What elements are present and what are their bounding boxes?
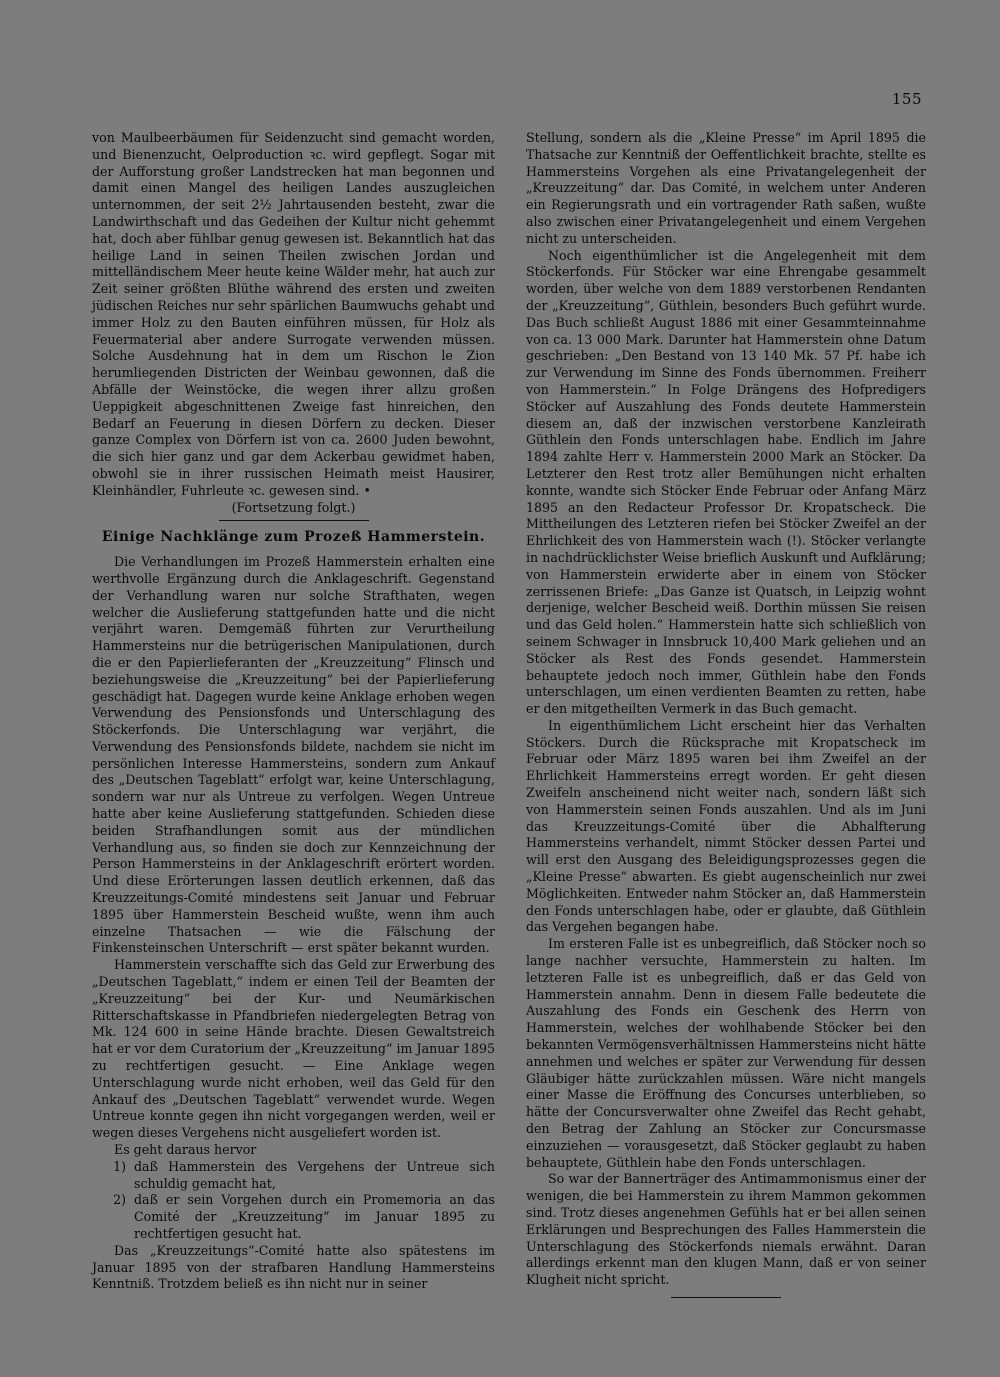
body-paragraph: Es geht daraus hervor bbox=[114, 1142, 257, 1158]
list-item bbox=[92, 1159, 495, 1193]
continued-note: (Fortsetzung folgt.) bbox=[231, 499, 356, 515]
list-item bbox=[92, 1192, 495, 1242]
list-item-number: 1) bbox=[113, 1158, 126, 1174]
body-paragraph: Im ersteren Falle ist es unbegreiflich, daß Stöcker noch so lange nachher versuchte, Hammerstein zu halten. Im letzteren Falle ist es unbegreiflich, daß er das Geld von Hammerstein annahm. Denn in diesem Falle bedeutete die Auszahlung des Fonds ein Geschenk des Herrn von Hammerstein, welches der wohlhabende Stöcker bei den bekannten Vermögensverhältnissen Hammersteins nicht hätte annehmen und welches er später zur Verwendung für dessen Gläubiger hätte zurückzahlen müssen. Wäre nicht mangels einer Masse die Eröffnung des Concurses unterblieben, so hätte der Concursverwalter ohne Zweifel das Recht gehabt, den Betrag der Zahlung an Stöcker zur Concursmasse einzuziehen — vorausgesetzt, daß Stöcker geglaubt zu haben behauptete, Güthlein habe den Fonds unterschlagen. bbox=[526, 936, 926, 1170]
right-column bbox=[526, 130, 926, 1298]
body-paragraph: Noch eigenthümlicher ist die Angelegenheit mit dem Stöckerfonds. Für Stöcker war eine Ehrengabe gesammelt worden, über welche von dem 1889 verstorbenen Rendanten der „Kreuzzeitung“, Güthlein, besonders Buch geführt wurde. Das Buch schließt August 1886 mit einer Gesammteinnahme von ca. 13 000 Mark. Darunter hat Hammerstein ohne Datum geschrieben: „Den Bestand von 13 140 Mk. 57 Pf. habe ich zur Verwendung im Sinne des Fonds übernommen. Freiherr von Hammerstein.“ In Folge Drängens des Hofpredigers Stöcker auf Auszahlung des Fonds deutete Hammerstein diesem an, daß der inzwischen verstorbene Kanzleirath Güthlein den Fonds unterschlagen habe. Endlich im Jahre 1894 zahlte Herr v. Hammerstein 2000 Mark an Stöcker. Da Letzterer den Rest trotz aller Bemühungen nicht erhalten konnte, wandte sich Stöcker Ende Februar oder Anfang März 1895 an den Redacteur Professor Dr. Kropatscheck. Die Mittheilungen des Letzteren riefen bei Stöcker Zweifel an der Ehrlichkeit des von Hammerstein wach (!). Stöcker verlangte in nachdrücklichster Weise brieflich Auskunft und Aufklärung; von Hammerstein erwiderte aber in einem von Stöcker zerrissenen Briefe: „Das Ganze ist Quatsch, in Leipzig wohnt derjenige, welcher Bescheid weiß. Dorthin müssen Sie reisen und das Geld holen.“ Hammerstein hatte sich schließlich von seinem Schwager in Innsbruck 10,400 Mark geliehen und an Stöcker als Rest des Fonds gesendet. Hammerstein behauptete jedoch noch immer, Güthlein habe den Fonds unterschlagen, um einen verdienten Beamten zu retten, habe er den mitgetheilten Vermerk in das Buch gemacht. bbox=[526, 247, 926, 717]
list-item-text: daß er sein Vorgehen durch ein Promemoria an das Comité der „Kreuzzeitung“ im Januar 1895 zu rechtfertigen gesucht hat. bbox=[134, 1192, 495, 1241]
body-paragraph: Das „Kreuzzeitungs“-Comité hatte also spätestens im Januar 1895 von der strafbaren Handlung Hammersteins Kenntniß. Trotzdem beließ es ihn nicht nur in seiner bbox=[92, 1242, 495, 1292]
article-title: Einige Nachklänge zum Prozeß Hammerstein. bbox=[101, 529, 486, 546]
section-divider bbox=[219, 520, 369, 521]
left-column bbox=[92, 130, 495, 1293]
body-paragraph: Stellung, sondern als die „Kleine Presse“ im April 1895 die Thatsache zur Kenntniß der Oeffentlichkeit brachte, stellte es Hammersteins Vorgehen als eine Privatangelegenheit der „Kreuzzeitung“ dar. Das Comité, in welchem unter Anderen ein Regierungsrath und ein vortragender Rath saßen, wußte also zwischen einer Privatangelegenheit und einem Vergehen nicht zu unterscheiden. bbox=[526, 130, 926, 246]
numbered-list bbox=[92, 1159, 495, 1243]
body-paragraph: von Maulbeerbäumen für Seidenzucht sind gemacht worden, und Bienenzucht, Oelproduction ꝛc. wird gepflegt. Sogar mit der Aufforstung großer Landstrecken hat man begonnen und damit einen Mangel des heiligen Landes auszugleichen unternommen, der seit 2½ Jahrtausenden besteht, zwar die Landwirthschaft und das Gedeihen der Kultur nicht gehemmt hat, doch aber fühlbar genug gewesen ist. Bekanntlich hat das heilige Land in seinen Theilen zwischen Jordan und mittelländischem Meer heute keine Wälder mehr, hat auch zur Zeit seiner größten Blüthe während des ersten und zweiten jüdischen Reiches nur sehr spärlichen Baumwuchs gehabt und immer Holz zu den Bauten einführen müssen, für Holz als Feuermaterial aber andere Surrogate verwenden müssen. Solche Ausdehnung hat in dem um Rischon le Zion herumliegenden Districten der Weinbau gewonnen, daß die Abfälle der Weinstöcke, die wegen ihrer allzu großen Ueppigkeit abgeschnittenen Zweige fast hinreichen, den Bedarf an Feuerung in diesen Dörfern zu decken. Dieser ganze Complex von Dörfern ist von ca. 2600 Juden bewohnt, die sich hier ganz und gar dem Ackerbau gewidmet haben, obwohl sie in ihrer russischen Heimath meist Hausirer, Kleinhändler, Fuhrleute ꝛc. gewesen sind. • bbox=[92, 130, 495, 498]
end-divider bbox=[671, 1297, 781, 1298]
body-paragraph: Hammerstein verschaffte sich das Geld zur Erwerbung des „Deutschen Tageblatt,“ indem er einen Teil der Beamten der „Kreuzzeitung“ bei der Kur- und Neumärkischen Ritterschaftskasse in Pfandbriefen niedergelegten Betrag von Mk. 124 600 in seine Hände brachte. Diesen Gewaltstreich hat er vor dem Curatorium der „Kreuzzeitung“ im Januar 1895 zu rechtfertigen gesucht. — Eine Anklage wegen Unterschlagung wurde nicht erhoben, weil das Geld für den Ankauf des „Deutschen Tageblatt“ verwendet wurde. Wegen Untreue konnte gegen ihn nicht vorgegangen werden, weil er wegen dieses Vergehens nicht ausgeliefert worden ist. bbox=[92, 957, 495, 1141]
list-item-number: 2) bbox=[113, 1192, 126, 1208]
body-paragraph: In eigenthümlichem Licht erscheint hier das Verhalten Stöckers. Durch die Rücksprache mit Kropatscheck im Februar oder März 1895 waren bei ihm Zweifel an der Ehrlichkeit Hammersteins erregt worden. Er geht diesen Zweifeln anscheinend nicht weiter nach, sondern läßt sich von Hammerstein seinen Fonds auszahlen. Und als im Juni das Kreuzzeitungs-Comité über die Abhalfterung Hammersteins verhandelt, nimmt Stöcker dessen Partei und will erst den Ausgang des Beleidigungsprozesses gegen die „Kleine Presse“ abwarten. Es giebt augenscheinlich nur zwei Möglichkeiten. Entweder nahm Stöcker an, daß Hammerstein den Fonds unterschlagen habe, oder er glaubte, daß Güthlein das Vergehen begangen habe. bbox=[526, 717, 926, 935]
body-paragraph: So war der Bannerträger des Antimammonismus einer der wenigen, die bei Hammerstein zu ihrem Mammon gekommen sind. Trotz dieses angenehmen Gefühls hat er bei allen seinen Erklärungen und Besprechungen des Falles Hammerstein die Unterschlagung des Stöckerfonds niemals erwähnt. Daran allerdings erkennt man den klugen Mann, daß er von seiner Klugheit nicht spricht. bbox=[526, 1171, 926, 1288]
page-number: 155 bbox=[891, 90, 922, 108]
body-paragraph: Die Verhandlungen im Prozeß Hammerstein erhalten eine werthvolle Ergänzung durch die Anklageschrift. Gegenstand der Verhandlung waren nur solche Strafthaten, wegen welcher die Auslieferung stattgefunden hatte und die nicht verjährt waren. Demgemäß führten zur Verurtheilung Hammersteins nur die betrügerischen Manipulationen, durch die er den Papierlieferanten der „Kreuzzeitung“ Flinsch und beziehungsweise die „Kreuzzeitung“ bei der Papierlieferung geschädigt hat. Dagegen wurde keine Anklage erhoben wegen Verwendung des Pensionsfonds und Unterschlagung des Stöckerfonds. Die Unterschlagung war verjährt, die Verwendung des Pensionsfonds bildete, nachdem sie nicht im persönlichen Interesse Hammersteins, sondern zum Ankauf des „Deutschen Tageblatt“ erfolgt war, keine Unterschlagung, sondern war nur als Untreue zu verfolgen. Wegen Untreue hatte aber keine Auslieferung stattgefunden. Schieden diese beiden Strafhandlungen somit aus der mündlichen Verhandlung aus, so finden sie doch zur Kennzeichnung der Person Hammersteins in der Anklageschrift erörtert worden. Und diese Erörterungen lassen deutlich erkennen, daß das Kreuzzeitungs-Comité mindestens seit Januar und Februar 1895 über Hammerstein Bescheid wußte, wenn ihm auch einzelne Thatsachen — wie die Fälschung der Finkensteinschen Unterschrift — erst später bekannt wurden. bbox=[92, 554, 495, 956]
list-item-text: daß Hammerstein des Vergehens der Untreue sich schuldig gemacht hat, bbox=[134, 1158, 495, 1191]
